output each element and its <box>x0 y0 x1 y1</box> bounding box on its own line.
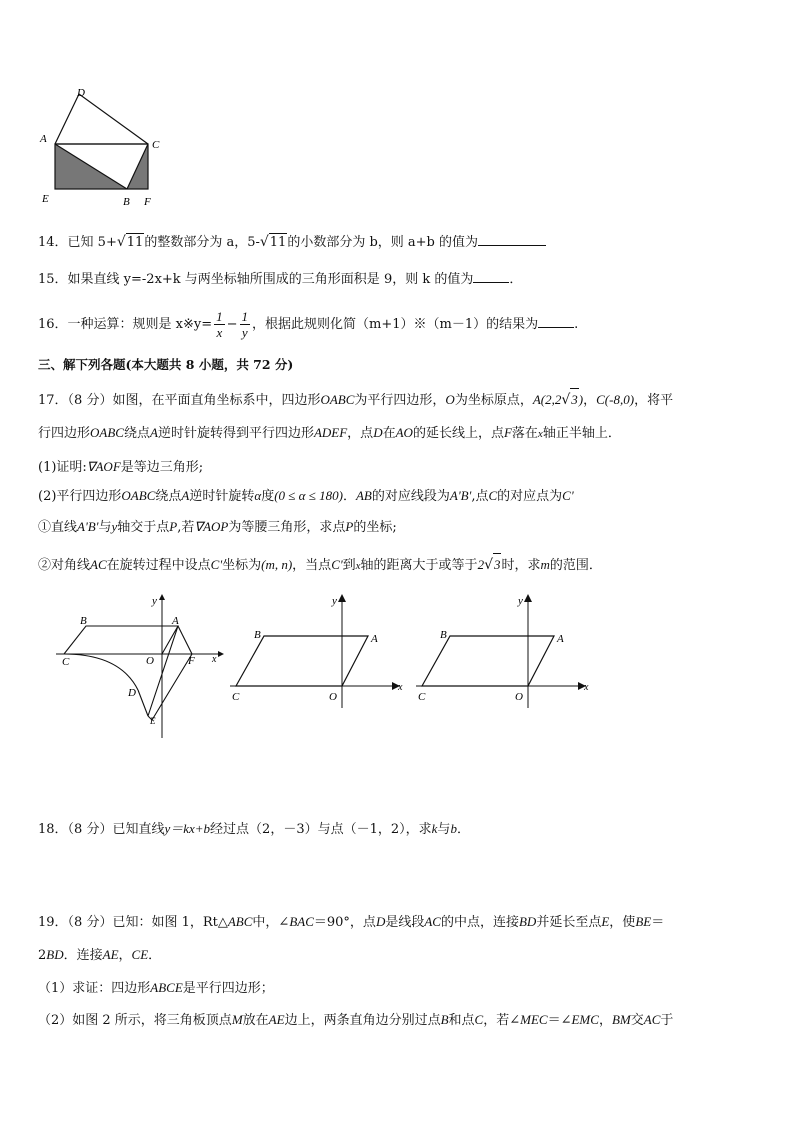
q15-end: ． <box>509 272 523 287</box>
q17-text: ，将平 <box>634 393 674 408</box>
q19-text: 是线段 <box>385 915 425 930</box>
q18-k: k <box>431 821 438 836</box>
q19-text: ＝∠ <box>547 1013 572 1028</box>
question-18 <box>38 820 470 839</box>
q17-text: ,若 <box>177 520 195 535</box>
q19-text: （2）如图 2 所示，将三角板顶点 <box>38 1013 232 1028</box>
q17-text: 在 <box>382 426 396 441</box>
q19-abce: ABCE <box>150 980 183 995</box>
q19-d: D <box>375 914 386 929</box>
q19-text: ，使 <box>609 915 636 930</box>
q17-text: 绕点 <box>123 426 150 441</box>
q17-text: ①直线 <box>38 520 78 535</box>
q19-text: 于 <box>660 1013 674 1028</box>
q18-equation: y＝kx+b <box>164 821 211 836</box>
q18-text: 与 <box>437 822 451 837</box>
q17-cprime: C' <box>562 488 574 503</box>
figure-label: C <box>418 691 426 703</box>
q17-adef: ADEF <box>313 425 348 440</box>
figure-label: A <box>557 633 564 645</box>
figure-label: F <box>188 655 195 667</box>
question-17-line-2 <box>38 424 621 443</box>
q19-emc: EMC <box>571 1012 599 1027</box>
q19-text: 是平行四边形； <box>182 981 274 996</box>
q17-figure-3 <box>412 590 592 710</box>
figure-label: y <box>152 595 157 607</box>
question-15 <box>38 270 522 289</box>
q19-text: ，若∠ <box>483 1013 521 1028</box>
q19-bm: BM <box>611 1012 631 1027</box>
question-17-line-1: 17．（8 分）如图，在平面直角坐标系中，四边形OABC为平行四边形，O为坐标原点，A(2,2√3)，C(-8,0)，将平 <box>38 388 673 412</box>
figure-label: x <box>212 654 217 665</box>
q16-answer-blank[interactable] <box>538 315 574 328</box>
q17-text: 行四边形 <box>38 426 91 441</box>
q19-bac: BAC <box>289 914 314 929</box>
q17-ao: AO <box>395 425 413 440</box>
q16-f2-num: 1 <box>241 309 249 324</box>
figure-label: O <box>146 655 154 667</box>
q19-text: ． <box>148 948 162 963</box>
q17-text: 时，求 <box>501 558 541 573</box>
q17-text: 为等腰三角形，求点 <box>228 520 346 535</box>
q17-oabc: OABC <box>320 392 355 407</box>
sqrt-icon: √ <box>484 557 493 573</box>
sqrt-icon: √ <box>116 234 126 250</box>
q17-text: 的对应点为 <box>497 489 563 504</box>
q17-text: 坐标为 <box>222 558 262 573</box>
q17-triangle-aop: ∇AOP <box>194 519 229 534</box>
q19-m: M <box>231 1012 243 1027</box>
q17-text: ②对角线 <box>38 558 91 573</box>
q17-text: 在旋转过程中设点 <box>106 558 211 573</box>
q16-minus: − <box>226 317 238 332</box>
q17-x: x <box>537 428 543 440</box>
q17-f: F <box>503 425 512 440</box>
figure-label: D <box>128 687 136 699</box>
q17-text: 落在 <box>511 426 538 441</box>
question-19-part-1 <box>38 979 274 998</box>
q17-y: y <box>111 519 118 534</box>
q17-cprime: C' <box>210 557 223 572</box>
q19-ae: AE <box>102 947 119 962</box>
q17-text: (2)平行四边形 <box>38 489 122 504</box>
q16-end: . <box>574 317 579 332</box>
q16-part2: ，根据此规则化简（m+1）※（m－1）的结果为 <box>252 317 539 332</box>
sqrt-icon: √ <box>259 234 269 250</box>
q17-ac: AC <box>90 557 107 572</box>
label-a: A <box>40 133 47 145</box>
figure-label: C <box>232 691 240 703</box>
q17-alpha: α <box>254 488 262 503</box>
q18-b: b <box>450 821 457 836</box>
q17-radicand-3: 3 <box>493 553 502 576</box>
q17-text: 度 <box>261 489 275 504</box>
figure-label: x <box>584 682 589 693</box>
q17-text: (1)证明: <box>38 460 87 475</box>
q17-text: 为坐标原点， <box>454 393 533 408</box>
q14-radicand-2: 11 <box>269 235 287 250</box>
q17-apbp: A'B' <box>449 488 472 503</box>
section-3-heading: 三、解下列各题(本大题共 8 小题，共 72 分) <box>38 357 294 372</box>
q14-part2: 的整数部分为 a，5- <box>144 235 260 250</box>
figure-label: y <box>332 595 337 607</box>
q16-fraction-2 <box>240 309 251 340</box>
q19-b: B <box>440 1012 449 1027</box>
q19-bd: BD <box>46 947 64 962</box>
q16-part1: 16．一种运算：规则是 x※y= <box>38 317 213 332</box>
q17-mn: (m, n) <box>261 557 293 572</box>
q18-end: ． <box>456 822 470 837</box>
label-b: B <box>123 196 130 208</box>
q19-text: ， <box>118 948 132 963</box>
q17-text: 是等边三角形; <box>120 460 204 475</box>
q19-e: E <box>601 914 610 929</box>
q19-text: 2 <box>38 948 47 963</box>
question-17-part-1 <box>38 458 203 477</box>
quad-adcb-outline <box>55 94 148 144</box>
q19-mec: MEC <box>520 1012 548 1027</box>
q17-coord-a-end: ) <box>578 392 584 407</box>
q17-text: 逆时针旋转得到平行四边形 <box>157 426 314 441</box>
q17-a: A <box>181 488 190 503</box>
q19-text: ＝ <box>651 915 665 930</box>
q17-figure-1 <box>50 590 230 740</box>
q17-oabc: OABC <box>90 425 124 440</box>
question-19-line-2 <box>38 946 161 965</box>
q19-text: 边上，两条直角边分别过点 <box>284 1013 441 1028</box>
q17-coord-a: A(2,2 <box>532 392 562 407</box>
q17-text: ，点 <box>347 426 374 441</box>
q17-o: O <box>445 392 455 407</box>
q15-text: 15．如果直线 y=-2x+k 与两坐标轴所围成的三角形面积是 9，则 k 的值为 <box>38 272 474 287</box>
q17-figure-2 <box>226 590 406 710</box>
q19-ac: AC <box>424 914 441 929</box>
q17-text: 与 <box>98 520 112 535</box>
label-d: D <box>77 87 85 99</box>
q19-text: ， <box>598 1013 612 1028</box>
question-17-part-2 <box>38 487 574 506</box>
q19-ce: CE <box>131 947 149 962</box>
q19-text: 并延长至点 <box>536 915 602 930</box>
q17-text: 的对应线段为 <box>371 489 450 504</box>
q18-text: 18．（8 分）已知直线 <box>38 822 165 837</box>
q19-c: C <box>474 1012 484 1027</box>
question-17-sub-1 <box>38 518 397 537</box>
question-19-line-1 <box>38 913 664 932</box>
q17-apbp: A'B' <box>77 519 99 534</box>
figure-label: O <box>515 691 523 703</box>
q17-coord-c: C(-8,0) <box>596 392 635 407</box>
q14-number: 14． <box>38 235 68 250</box>
figure-label: A <box>172 615 179 627</box>
q14-part1: 已知 5+ <box>67 235 117 250</box>
q14-part3: 的小数部分为 b，则 a+b 的值为 <box>287 235 479 250</box>
q14-answer-blank[interactable] <box>478 233 546 246</box>
q19-text: 交 <box>630 1013 644 1028</box>
q17-text: 的坐标; <box>353 520 397 535</box>
q17-text: 的延长线上，点 <box>412 426 504 441</box>
q16-f2-den: y <box>241 325 248 340</box>
q17-triangle-aof: ∇AOF <box>86 459 121 474</box>
figure-label: E <box>150 716 156 726</box>
figure-label: B <box>440 629 447 641</box>
q18-text: 经过点（2，－3）与点（－1，2），求 <box>210 822 432 837</box>
q17-m: m <box>540 557 550 572</box>
q19-text: ＝90°，点 <box>313 915 376 930</box>
q17-text: 轴正半轴上． <box>542 426 621 441</box>
q17-cprime: C' <box>331 557 343 572</box>
label-c: C <box>152 139 160 151</box>
q14-radicand-1: 11 <box>126 235 144 250</box>
question-16 <box>38 305 578 345</box>
q19-text: 的中点，连接 <box>440 915 519 930</box>
figure-label: B <box>80 615 87 627</box>
q19-bd: BD <box>518 914 537 929</box>
top-geometry-figure <box>30 80 170 215</box>
q19-ae: AE <box>268 1012 285 1027</box>
question-14 <box>38 233 546 252</box>
q17-text: 到 <box>342 558 356 573</box>
q17-text: 17．（8 分）如图，在平面直角坐标系中，四边形 <box>38 393 321 408</box>
q17-p: P <box>345 519 354 534</box>
q17-text: 逆时针旋转 <box>189 489 255 504</box>
q19-text: 中，∠ <box>252 915 290 930</box>
q19-text: 和点 <box>448 1013 475 1028</box>
q17-ab: AB <box>355 488 372 503</box>
q19-text: 19．（8 分）已知：如图 1，Rt△ <box>38 915 228 930</box>
sqrt-icon: √ <box>561 392 571 408</box>
q17-text: 为平行四边形， <box>354 393 446 408</box>
q17-a: A <box>149 425 158 440</box>
q17-text: 轴交于点 <box>117 520 170 535</box>
question-19-part-2 <box>38 1011 673 1030</box>
question-17-sub-2 <box>38 553 602 577</box>
q16-f1-den: x <box>216 325 223 340</box>
q19-ac: AC <box>643 1012 661 1027</box>
q17-d: D <box>373 425 383 440</box>
q15-answer-blank[interactable] <box>473 270 509 283</box>
q19-abc: ABC <box>227 914 253 929</box>
figure-label: C <box>62 656 70 668</box>
figure-label: O <box>329 691 337 703</box>
q17-c: C <box>488 488 498 503</box>
figure-label: B <box>254 629 261 641</box>
q17-range: (0 ≤ α ≤ 180) <box>274 488 343 503</box>
q17-text: ，当点 <box>292 558 332 573</box>
label-e: E <box>42 193 49 205</box>
q19-be: BE <box>635 914 652 929</box>
q17-text: 的范围． <box>549 558 602 573</box>
figure-label: x <box>398 682 403 693</box>
q19-text: ．连接 <box>63 948 103 963</box>
q17-two: 2 <box>477 557 485 572</box>
q17-x: x <box>355 560 361 572</box>
q17-text: 轴的距离大于或等于 <box>360 558 478 573</box>
q19-text: 放在 <box>242 1013 269 1028</box>
figure-label: y <box>518 595 523 607</box>
q17-p: P <box>169 519 178 534</box>
figure-label: A <box>371 633 378 645</box>
q17-oabc: OABC <box>121 488 156 503</box>
q17-text: 绕点 <box>155 489 182 504</box>
q16-f1-num: 1 <box>216 309 223 324</box>
q17-text: ,点 <box>471 489 489 504</box>
label-f: F <box>144 196 151 208</box>
q17-text: ． <box>342 489 356 504</box>
q16-fraction-1 <box>214 309 225 340</box>
q17-coord-a-radicand: 3 <box>570 388 579 411</box>
q19-text: （1）求证：四边形 <box>38 981 151 996</box>
